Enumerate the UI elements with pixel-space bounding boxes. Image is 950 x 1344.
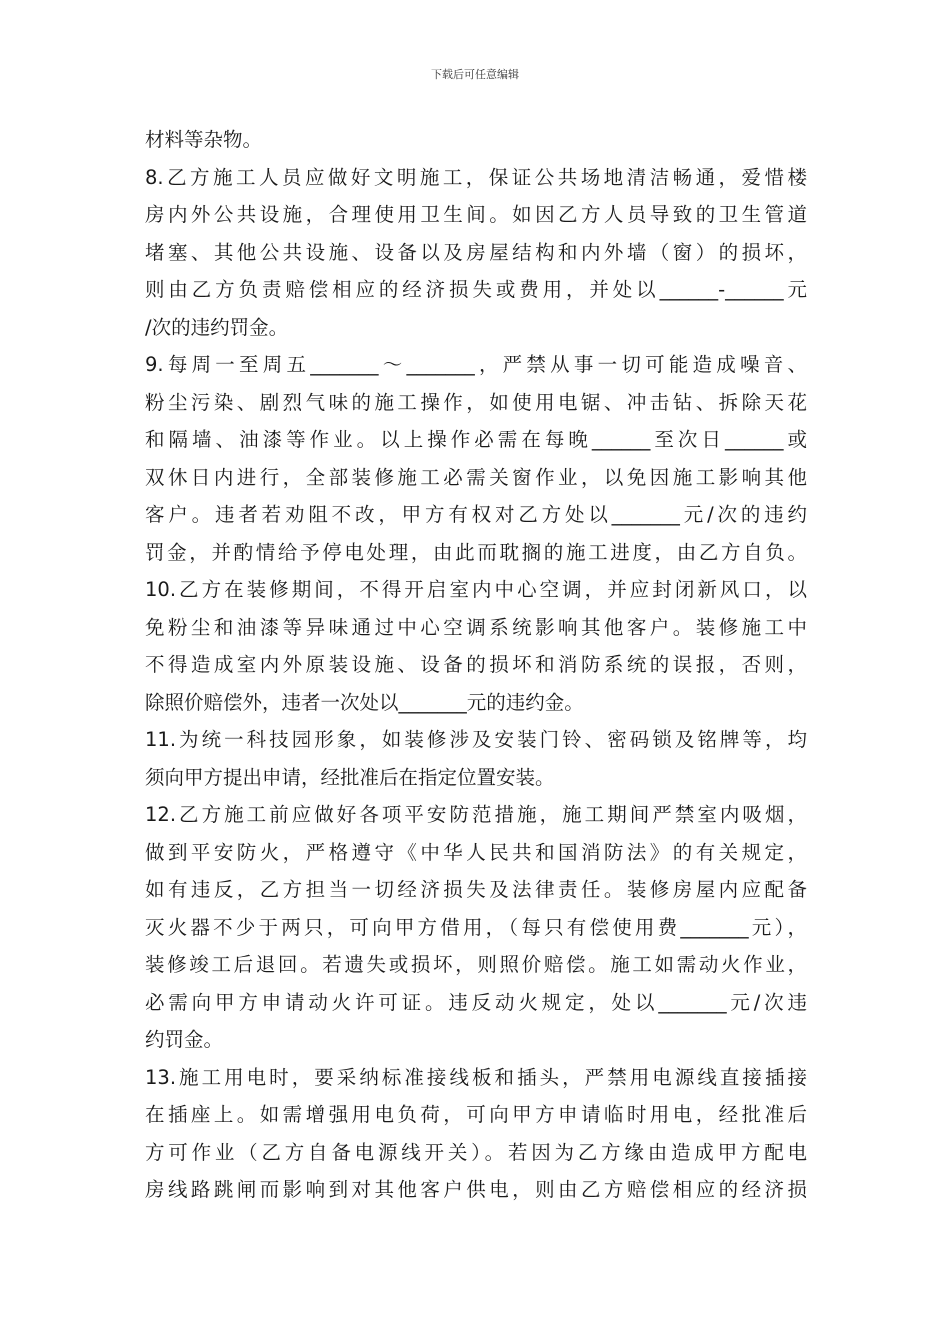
page-header: 下载后可任意编辑	[431, 68, 519, 81]
text-line: 客户。违者若劝阻不改，甲方有权对乙方处以_______元/次的违约	[145, 503, 807, 526]
text-line: 粉尘污染、剧烈气味的施工操作，如使用电锯、冲击钻、拆除天花	[145, 390, 807, 414]
text-line: 如有违反，乙方担当一切经济损失及法律责任。装修房屋内应配备	[145, 878, 807, 901]
text-line: 不得造成室内外原装设施、设备的损坏和消防系统的误报，否则，	[145, 653, 807, 676]
text-line: 罚金，并酌情给予停电处理，由此而耽搁的施工进度，由乙方自负。	[145, 540, 807, 564]
text-line: 须向甲方提出申请，经批准后在指定位置安装。	[145, 765, 555, 789]
text-line: /次的违约罚金。	[145, 315, 289, 339]
text-line: 9.每周一至周五_______～_______，严禁从事一切可能造成噪音、	[145, 353, 807, 376]
text-line: 双休日内进行，全部装修施工必需关窗作业，以免因施工影响其他	[145, 465, 807, 489]
text-line: 在插座上。如需增强用电负荷，可向甲方申请临时用电，经批准后	[145, 1103, 807, 1126]
document-body	[145, 121, 807, 1209]
text-line: 约罚金。	[145, 1028, 224, 1051]
text-line: 做到平安防火，严格遵守《中华人民共和国消防法》的有关规定，	[145, 840, 807, 864]
text-line: 房内外公共设施，合理使用卫生间。如因乙方人员导致的卫生管道	[145, 203, 807, 226]
text-line: 材料等杂物。	[145, 128, 263, 151]
text-line: 装修竣工后退回。若遗失或损坏，则照价赔偿。施工如需动火作业，	[145, 953, 807, 976]
text-line: 堵塞、其他公共设施、设备以及房屋结构和内外墙（窗）的损坏，	[145, 240, 807, 264]
text-line: 灭火器不少于两只，可向甲方借用，（每只有偿使用费_______元），	[145, 915, 807, 939]
text-line: 房线路跳闸而影响到对其他客户供电，则由乙方赔偿相应的经济损	[145, 1178, 807, 1201]
text-line: 11.为统一科技园形象，如装修涉及安装门铃、密码锁及铭牌等，均	[145, 728, 807, 751]
text-line: 必需向甲方申请动火许可证。违反动火规定，处以_______元/次违	[145, 990, 807, 1014]
text-line: 则由乙方负责赔偿相应的经济损失或费用，并处以______-______元	[145, 278, 807, 301]
text-line: 8.乙方施工人员应做好文明施工，保证公共场地清洁畅通，爱惜楼	[145, 165, 807, 189]
text-line: 10.乙方在装修期间，不得开启室内中心空调，并应封闭新风口，以	[145, 578, 807, 601]
text-line: 12.乙方施工前应做好各项平安防范措施，施工期间严禁室内吸烟，	[145, 803, 807, 826]
text-line: 除照价赔偿外，违者一次处以_______元的违约金。	[145, 690, 584, 714]
text-line: 和隔墙、油漆等作业。以上操作必需在每晚______至次日______或	[145, 428, 807, 451]
text-line: 免粉尘和油漆等异味通过中心空调系统影响其他客户。装修施工中	[145, 615, 807, 639]
text-line: 方可作业（乙方自备电源线开关）。若因为乙方缘由造成甲方配电	[145, 1140, 807, 1164]
text-line: 13.施工用电时，要采纳标准接线板和插头，严禁用电源线直接插接	[145, 1065, 807, 1089]
